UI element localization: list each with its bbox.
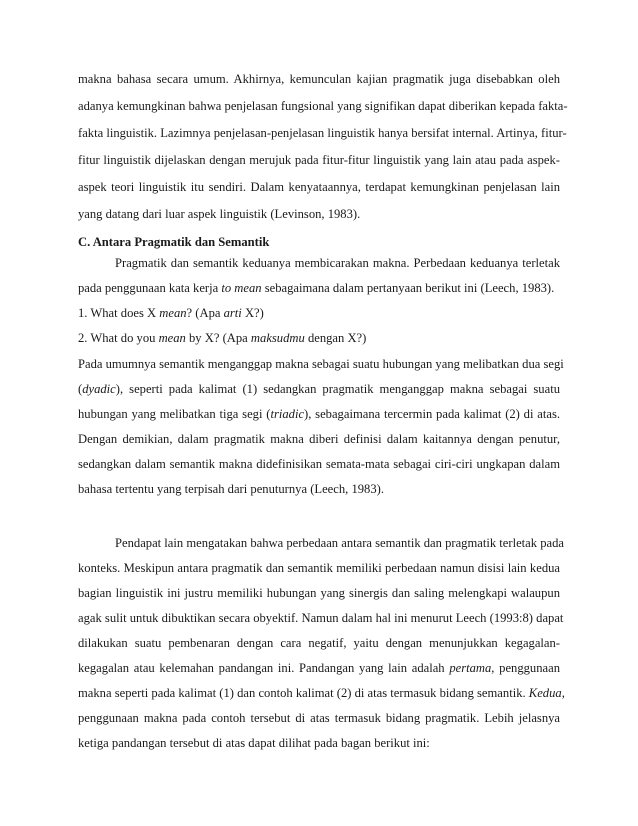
question-1-italic-a: mean: [159, 306, 187, 320]
paragraph-1-line-3: fakta linguistik. Lazimnya penjelasan-penjelasan linguistik hanya bersifat internal. Artinya, fitur-: [78, 126, 567, 140]
question-1-text-b: ? (Apa: [186, 306, 224, 320]
paragraph-4-line-6-italic: pertama: [449, 661, 492, 675]
paragraph-3-line-1: Pada umumnya semantik menganggap makna sebagai suatu hubungan yang melibatkan dua segi: [78, 357, 564, 371]
paragraph-4-line-7-text-a: makna seperti pada kalimat (1) dan contoh kalimat (2) di atas termasuk bidang semantik.: [78, 686, 529, 700]
paragraph-1-line-6: yang datang dari luar aspek linguistik (Levinson, 1983).: [78, 207, 361, 221]
section-heading: C. Antara Pragmatik dan Semantik: [78, 235, 270, 249]
question-2-italic-a: mean: [158, 331, 186, 345]
paragraph-4-line-2: konteks. Meskipun antara pragmatik dan semantik memiliki perbedaan namun disisi lain kedua: [78, 561, 560, 575]
paragraph-1-line-1: makna bahasa secara umum. Akhirnya, kemunculan kajian pragmatik juga disebabkan oleh: [78, 72, 560, 86]
paragraph-1-line-4: fitur linguistik dijelaskan dengan merujuk pada fitur-fitur linguistik yang lain atau pada aspek-: [78, 153, 560, 167]
paragraph-2-line-1: Pragmatik dan semantik keduanya membicarakan makna. Perbedaan keduanya terletak: [115, 256, 560, 270]
paragraph-3-line-4: Dengan demikian, dalam pragmatik makna diberi definisi dalam kaitannya dengan penutur,: [78, 432, 560, 446]
paragraph-3-line-5: sedangkan dalam semantik makna didefinisikan semata-mata sebagai ciri-ciri ungkapan dalam: [78, 457, 560, 471]
paragraph-2-line-2-text-a: pada penggunaan kata kerja: [78, 281, 222, 295]
paragraph-2-line-2-italic: to mean: [221, 281, 262, 295]
question-1-text-c: X?): [241, 306, 264, 320]
paragraph-3-line-3: [78, 406, 560, 422]
question-2-text-b: by X? (Apa: [185, 331, 251, 345]
paragraph-4-line-9: ketiga pandangan tersebut di atas dapat dilihat pada bagan berikut ini:: [78, 736, 430, 750]
paragraph-4-line-6: [78, 660, 560, 676]
paragraph-2-line-2-text-b: sebagaimana dalam pertanyaan berikut ini (Leech, 1983).: [261, 281, 555, 295]
question-2-text-c: dengan X?): [304, 331, 367, 345]
paragraph-3-line-2-open: (: [78, 382, 83, 396]
paragraph-4-line-8: penggunaan makna pada contoh tersebut di atas termasuk bidang pragmatik. Lebih jelasnya: [78, 711, 560, 725]
paragraph-4-line-4: agak sulit untuk dibuktikan secara obyektif. Namun dalam hal ini menurut Leech (1993:8) dapat: [78, 611, 564, 625]
paragraph-4-line-6-text-a: kegagalan atau kelemahan pandangan ini. Pandangan yang lain adalah: [78, 661, 450, 675]
paragraph-3-line-3-text-b: ), sebagaimana tercermin pada kalimat (2) di atas.: [304, 407, 560, 421]
question-2-italic-b: maksudmu: [250, 331, 305, 345]
paragraph-3-line-2-italic: dyadic: [82, 382, 116, 396]
question-1-italic-b: arti: [223, 306, 242, 320]
question-1: [78, 305, 560, 321]
paragraph-3-line-3-italic: triadic: [270, 407, 305, 421]
paragraph-3-line-3-text-a: hubungan yang melibatkan tiga segi (: [78, 407, 271, 421]
paragraph-2-line-2: [78, 280, 560, 296]
paragraph-1-line-2: adanya kemungkinan bahwa penjelasan fungsional yang signifikan dapat diberikan kepada fakta-: [78, 99, 568, 113]
question-2: [78, 330, 560, 346]
paragraph-3-line-2-text: ), seperti pada kalimat (1) sedangkan pragmatik menganggap makna sebagai suatu: [115, 382, 560, 396]
paragraph-4-line-7-italic: Kedua: [528, 686, 562, 700]
paragraph-4-line-7: [78, 685, 565, 701]
paragraph-4-line-6-text-b: , penggunaan: [491, 661, 560, 675]
paragraph-4-line-7-text-b: ,: [561, 686, 565, 700]
question-1-text-a: 1. What does X: [78, 306, 160, 320]
paragraph-3-line-6: bahasa tertentu yang terpisah dari penuturnya (Leech, 1983).: [78, 482, 384, 496]
paragraph-3-line-2: [78, 381, 560, 397]
paragraph-4-line-1: Pendapat lain mengatakan bahwa perbedaan antara semantik dan pragmatik terletak pada: [115, 536, 564, 550]
paragraph-1-line-5: aspek teori linguistik itu sendiri. Dalam kenyataannya, terdapat kemungkinan penjelasan lain: [78, 180, 560, 194]
paragraph-4-line-5: dilakukan suatu pembenaran dengan cara negatif, yaitu dengan menunjukkan kegagalan-: [78, 636, 560, 650]
question-2-text-a: 2. What do you: [78, 331, 159, 345]
paragraph-4-line-3: bagian linguistik ini justru memiliki hubungan yang sinergis dan saling melengkapi walaupun: [78, 586, 560, 600]
